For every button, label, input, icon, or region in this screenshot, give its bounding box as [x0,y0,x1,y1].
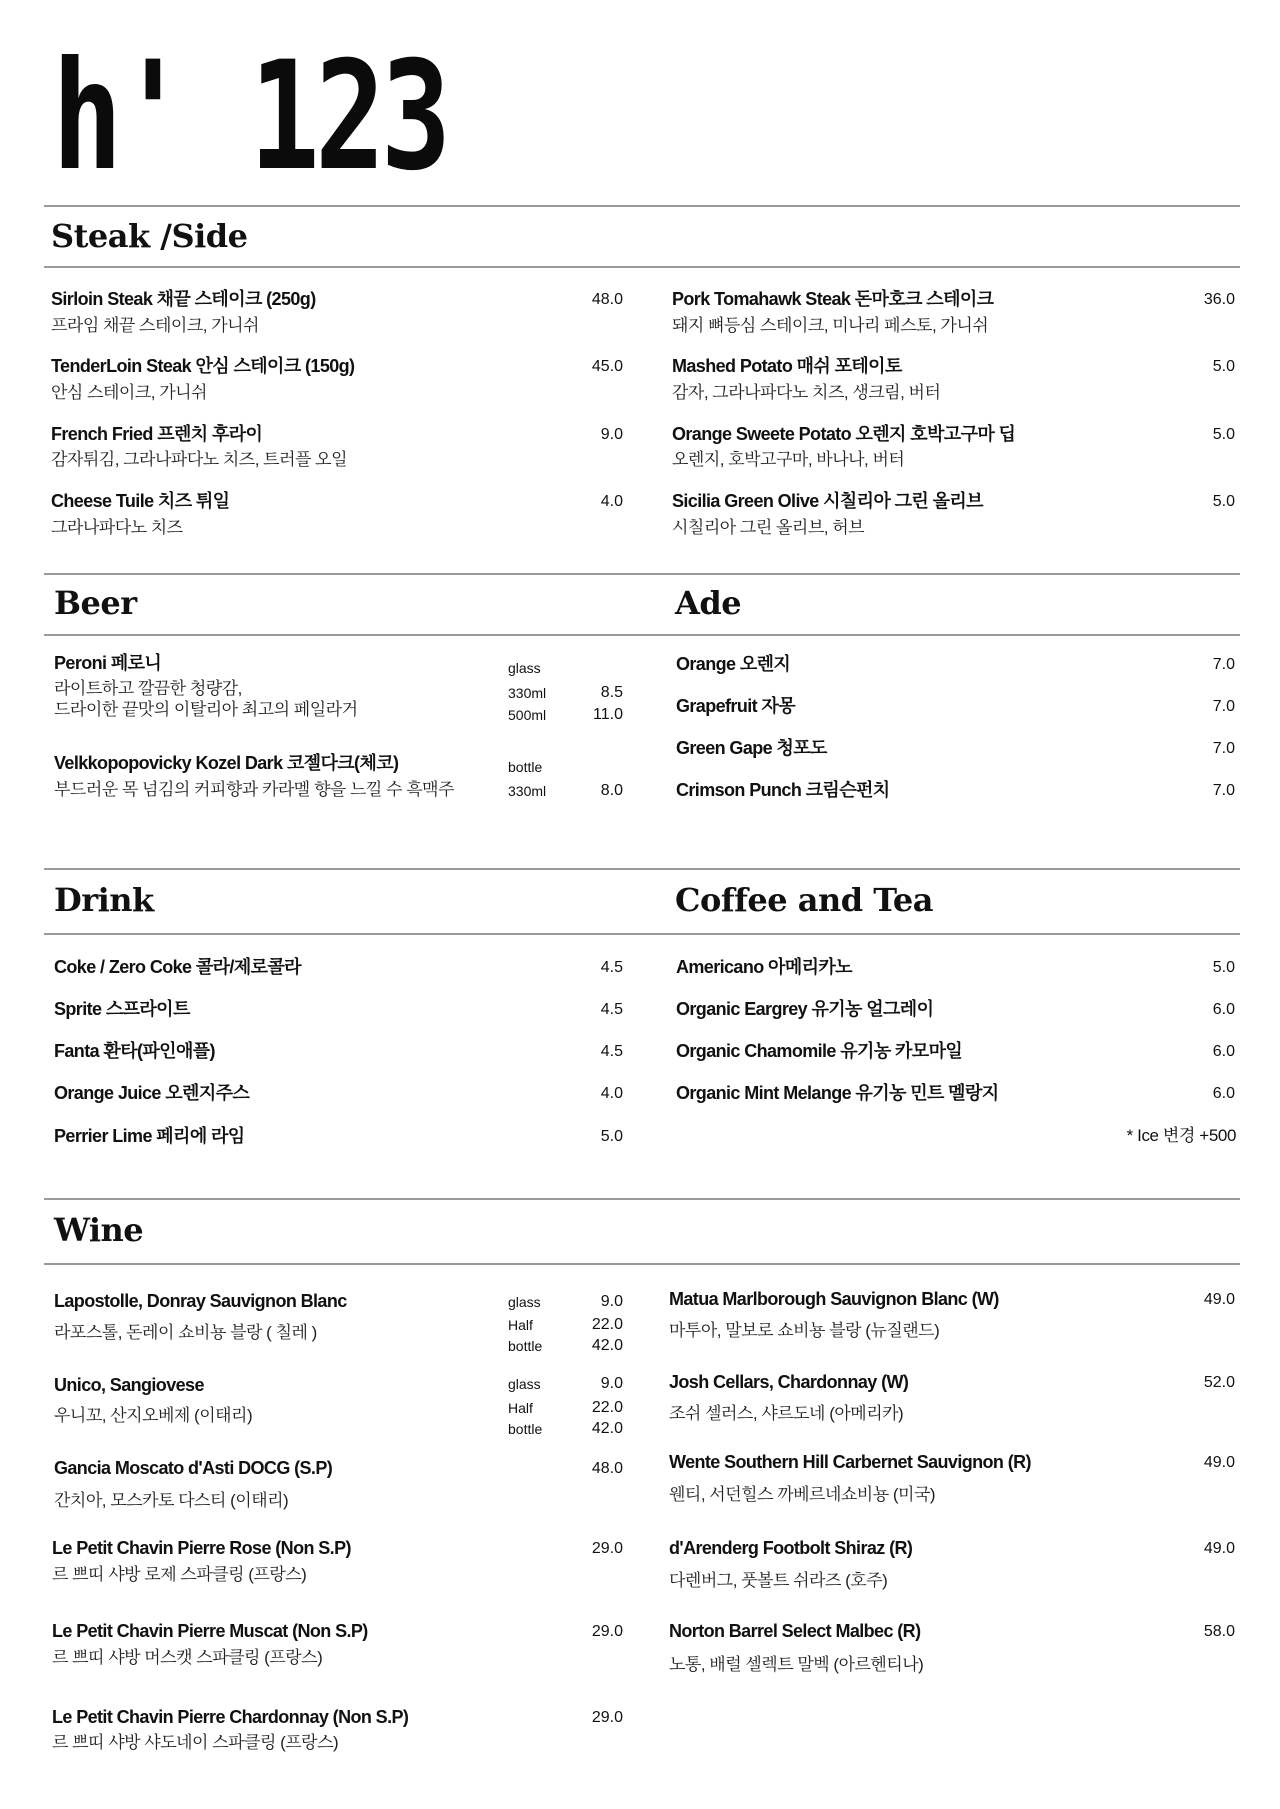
wine-unit: bottle [508,1338,543,1354]
divider-beer-header [44,634,1240,636]
menu-item-name: Orange Sweete Potato 오렌지 호박고구마 딥 [672,424,1016,444]
beer-unit-label: glass [508,660,541,676]
beer-price: 8.5 [600,684,623,701]
menu-item-desc: 오렌지, 호박고구마, 바나나, 버터 [672,450,905,469]
wine-price: 22.0 [591,1399,623,1416]
wine-price: 29.0 [591,1709,623,1726]
menu-item-desc: 돼지 뼈등심 스테이크, 미나리 페스토, 가니쉬 [672,316,989,335]
wine-price: 42.0 [591,1420,623,1437]
menu-item-name: Mashed Potato 매쉬 포테이토 [672,356,902,376]
divider-drink-header [44,933,1240,935]
coffee-name: Americano 아메리카노 [676,957,852,977]
menu-item-name: French Fried 프렌치 후라이 [51,424,263,444]
beer-price: 11.0 [593,706,623,723]
menu-item-name: Sirloin Steak 채끝 스테이크 (250g) [51,289,316,309]
coffee-price: 6.0 [1212,1085,1235,1102]
wine-unit: Half [508,1317,533,1333]
beer-name: Peroni 페로니 [54,653,162,673]
wine-desc: 다렌버그, 풋볼트 쉬라즈 (호주) [669,1571,888,1590]
wine-desc: 간치아, 모스카토 다스티 (이태리) [54,1491,289,1510]
ade-price: 7.0 [1212,698,1235,715]
wine-name: Lapostolle, Donray Sauvignon Blanc [54,1291,347,1311]
wine-desc: 르 쁘띠 샤방 샤도네이 스파클링 (프랑스) [52,1733,339,1752]
wine-price: 9.0 [600,1375,623,1392]
divider-wine-header [44,1263,1240,1265]
beer-desc: 드라이한 끝맛의 이탈리아 최고의 페일라거 [54,700,358,719]
menu-item-desc: 안심 스테이크, 가니쉬 [51,383,207,402]
drink-price: 5.0 [600,1128,623,1145]
coffee-ice-note: * Ice 변경 +500 [1126,1126,1236,1145]
wine-name: Josh Cellars, Chardonnay (W) [669,1372,909,1392]
menu-item-price: 48.0 [591,291,623,308]
wine-name: Le Petit Chavin Pierre Rose (Non S.P) [52,1538,351,1558]
beer-price: 8.0 [600,782,623,799]
drink-price: 4.5 [600,1001,623,1018]
menu-item-price: 5.0 [1212,426,1235,443]
wine-name: Le Petit Chavin Pierre Chardonnay (Non S.P) [52,1707,409,1727]
coffee-price: 6.0 [1212,1043,1235,1060]
section-title-drink: Drink [54,881,154,919]
drink-name: Orange Juice 오렌지주스 [54,1083,250,1103]
coffee-name: Organic Eargrey 유기농 얼그레이 [676,999,934,1019]
wine-desc: 마투아, 말보로 쇼비뇽 블랑 (뉴질랜드) [669,1321,940,1340]
wine-name: Wente Southern Hill Carbernet Sauvignon (R) [669,1452,1031,1472]
wine-unit: glass [508,1294,541,1310]
wine-unit: bottle [508,1421,543,1437]
menu-item-name: Cheese Tuile 치즈 튀일 [51,491,230,511]
restaurant-logo: h' 123 [52,30,447,204]
wine-name: Unico, Sangiovese [54,1375,204,1395]
wine-desc: 라포스톨, 돈레이 쇼비뇽 블랑 ( 칠레 ) [54,1323,317,1342]
beer-size: 330ml [508,783,547,799]
menu-item-desc: 시칠리아 그린 올리브, 허브 [672,518,865,537]
wine-price: 9.0 [600,1293,623,1310]
wine-price: 29.0 [591,1623,623,1640]
coffee-name: Organic Chamomile 유기농 카모마일 [676,1041,963,1061]
menu-item-name: Sicilia Green Olive 시칠리아 그린 올리브 [672,491,983,511]
drink-name: Coke / Zero Coke 콜라/제로콜라 [54,957,301,977]
drink-price: 4.5 [600,1043,623,1060]
wine-name: Gancia Moscato d'Asti DOCG (S.P) [54,1458,333,1478]
menu-item-name: Pork Tomahawk Steak 돈마호크 스테이크 [672,289,994,309]
wine-price: 49.0 [1203,1291,1235,1308]
divider-beer-top [44,573,1240,575]
section-title-steak: Steak /Side [51,217,248,255]
wine-price: 52.0 [1203,1374,1235,1391]
wine-name: Matua Marlborough Sauvignon Blanc (W) [669,1289,999,1309]
menu-item-price: 4.0 [600,493,623,510]
beer-size: 500ml [508,707,547,723]
coffee-price: 5.0 [1212,959,1235,976]
drink-price: 4.0 [600,1085,623,1102]
beer-unit-label: bottle [508,759,543,775]
beer-desc: 라이트하고 깔끔한 청량감, [54,679,242,698]
wine-desc: 웬티, 서던힐스 까베르네쇼비뇽 (미국) [669,1485,936,1504]
wine-price: 49.0 [1203,1540,1235,1557]
beer-size: 330ml [508,685,547,701]
wine-name: d'Arenderg Footbolt Shiraz (R) [669,1538,913,1558]
wine-desc: 르 쁘띠 샤방 머스캣 스파클링 (프랑스) [52,1648,323,1667]
menu-item-price: 45.0 [591,358,623,375]
divider-top [44,205,1240,207]
beer-name: Velkkopopovicky Kozel Dark 코젤다크(체코) [54,753,399,773]
section-title-ade: Ade [675,584,742,622]
menu-item-price: 36.0 [1203,291,1235,308]
ade-name: Green Gape 청포도 [676,738,827,758]
ade-name: Grapefruit 자몽 [676,696,795,716]
ade-price: 7.0 [1212,740,1235,757]
wine-desc: 우니꼬, 산지오베제 (이태리) [54,1406,253,1425]
drink-price: 4.5 [600,959,623,976]
coffee-price: 6.0 [1212,1001,1235,1018]
divider-steak-header [44,266,1240,268]
ade-price: 7.0 [1212,782,1235,799]
menu-item-price: 5.0 [1212,493,1235,510]
drink-name: Perrier Lime 페리에 라임 [54,1126,245,1146]
wine-desc: 조쉬 셀러스, 샤르도네 (아메리카) [669,1404,904,1423]
menu-item-price: 9.0 [600,426,623,443]
ade-price: 7.0 [1212,656,1235,673]
wine-price: 42.0 [591,1337,623,1354]
menu-item-desc: 감자, 그라나파다노 치즈, 생크림, 버터 [672,383,941,402]
wine-name: Norton Barrel Select Malbec (R) [669,1621,921,1641]
menu-item-price: 5.0 [1212,358,1235,375]
section-title-wine: Wine [54,1211,144,1249]
wine-price: 58.0 [1203,1623,1235,1640]
drink-name: Fanta 환타(파인애플) [54,1041,215,1061]
beer-desc: 부드러운 목 넘김의 커피향과 카라멜 향을 느낄 수 흑맥주 [54,780,454,799]
menu-item-desc: 감자튀김, 그라나파다노 치즈, 트러플 오일 [51,450,348,469]
wine-price: 48.0 [591,1460,623,1477]
divider-drink-top [44,868,1240,870]
wine-desc: 르 쁘띠 샤방 로제 스파클링 (프랑스) [52,1565,307,1584]
wine-price: 22.0 [591,1316,623,1333]
ade-name: Orange 오렌지 [676,654,791,674]
menu-item-desc: 그라나파다노 치즈 [51,518,183,537]
menu-item-name: TenderLoin Steak 안심 스테이크 (150g) [51,356,355,376]
menu-item-desc: 프라임 채끝 스테이크, 가니쉬 [51,316,259,335]
section-title-coffee: Coffee and Tea [675,881,933,919]
drink-name: Sprite 스프라이트 [54,999,190,1019]
wine-name: Le Petit Chavin Pierre Muscat (Non S.P) [52,1621,368,1641]
ade-name: Crimson Punch 크림슨펀치 [676,780,890,800]
wine-price: 49.0 [1203,1454,1235,1471]
wine-price: 29.0 [591,1540,623,1557]
wine-desc: 노통, 배럴 셀렉트 말벡 (아르헨티나) [669,1655,924,1674]
wine-unit: glass [508,1376,541,1392]
wine-unit: Half [508,1400,533,1416]
coffee-name: Organic Mint Melange 유기농 민트 멜랑지 [676,1083,999,1103]
divider-wine-top [44,1198,1240,1200]
section-title-beer: Beer [54,584,137,622]
